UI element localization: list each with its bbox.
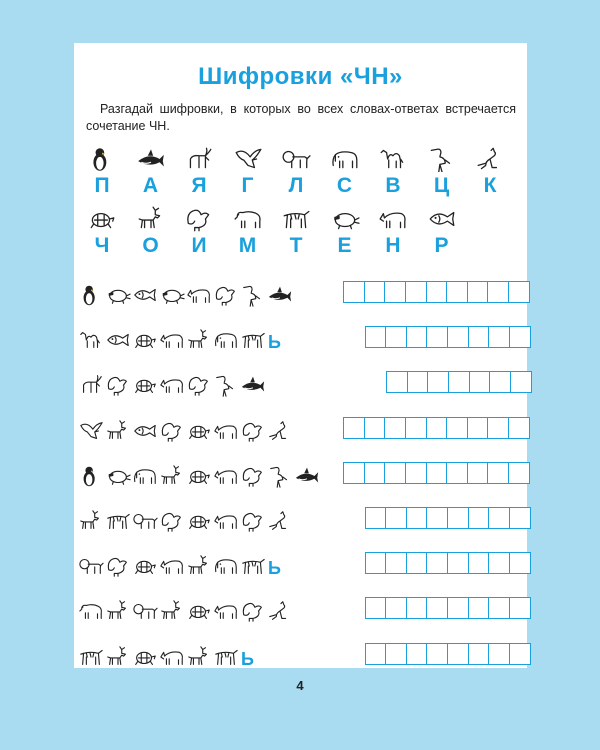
answer-box[interactable] <box>385 326 407 348</box>
key-item <box>475 146 505 198</box>
answer-box[interactable] <box>508 462 530 484</box>
word-suffix: Ь <box>268 332 281 353</box>
key-letter: С <box>336 174 353 197</box>
key-letter: Л <box>288 174 304 197</box>
answer-box[interactable] <box>509 597 531 619</box>
deer-icon <box>78 509 104 533</box>
answer-box[interactable] <box>488 552 510 574</box>
answer-boxes <box>388 371 532 393</box>
fish-icon <box>132 283 158 307</box>
encoded-word <box>78 460 321 488</box>
fish-icon <box>427 206 457 232</box>
key-item <box>378 206 408 258</box>
answer-box[interactable] <box>406 643 428 665</box>
bear-icon <box>78 599 104 623</box>
answer-box[interactable] <box>488 507 510 529</box>
lion-icon <box>78 554 104 578</box>
lion-icon <box>132 599 158 623</box>
answer-box[interactable] <box>467 462 489 484</box>
page-title: Шифровки «ЧН» <box>198 63 403 90</box>
tiger-icon <box>240 554 266 578</box>
key-letter: О <box>142 234 159 257</box>
answer-box[interactable] <box>426 462 448 484</box>
key-letter: Я <box>191 174 207 197</box>
answer-box[interactable] <box>509 643 531 665</box>
heron-icon <box>240 283 266 307</box>
answer-box[interactable] <box>447 643 469 665</box>
rhino-icon <box>378 206 408 232</box>
key-item <box>136 206 166 258</box>
rhino-icon <box>213 419 239 443</box>
key-letter: М <box>238 234 257 257</box>
penguin-icon <box>87 146 117 172</box>
shark-icon <box>136 146 166 172</box>
key-letter: К <box>483 174 497 197</box>
penguin-icon <box>78 283 104 307</box>
encoded-word <box>78 415 294 443</box>
encoded-word <box>78 279 294 307</box>
tiger-icon <box>281 206 311 232</box>
word-suffix: Ь <box>241 648 254 669</box>
rhino-icon <box>213 464 239 488</box>
answer-box[interactable] <box>468 507 490 529</box>
answer-box[interactable] <box>426 552 448 574</box>
key-item <box>233 206 263 258</box>
answer-box[interactable] <box>407 371 429 393</box>
answer-box[interactable] <box>446 417 468 439</box>
answer-box[interactable] <box>489 371 511 393</box>
key-item <box>330 146 360 198</box>
answer-boxes <box>345 462 530 484</box>
turtle-icon <box>132 554 158 578</box>
answer-box[interactable] <box>447 507 469 529</box>
key-letter: А <box>142 174 159 197</box>
turkey-icon <box>240 464 266 488</box>
key-letter: Р <box>434 234 449 257</box>
key-item <box>281 146 311 198</box>
key-letter: В <box>385 174 401 197</box>
key-letter: Ц <box>433 174 450 197</box>
answer-box[interactable] <box>365 643 387 665</box>
answer-box[interactable] <box>384 462 406 484</box>
key-item <box>184 206 214 258</box>
answer-box[interactable] <box>405 281 427 303</box>
goat-icon <box>78 373 104 397</box>
shark-icon <box>240 373 266 397</box>
puzzle-row <box>74 548 527 582</box>
answer-boxes <box>345 281 530 303</box>
eagle-icon <box>78 419 104 443</box>
heron-icon <box>427 146 457 172</box>
key-item <box>136 146 166 198</box>
puzzle-row <box>74 639 527 673</box>
turkey-icon <box>159 509 185 533</box>
elephant-icon <box>132 464 158 488</box>
answer-box[interactable] <box>426 507 448 529</box>
key-row <box>74 206 527 266</box>
answer-box[interactable] <box>426 326 448 348</box>
answer-box[interactable] <box>384 417 406 439</box>
rhino-icon <box>159 554 185 578</box>
kangaroo-icon <box>267 509 293 533</box>
rhino-icon <box>159 373 185 397</box>
key-letter: Т <box>289 234 303 257</box>
answer-box[interactable] <box>447 597 469 619</box>
answer-box[interactable] <box>447 326 469 348</box>
encoded-word <box>78 369 267 397</box>
turkey-icon <box>240 419 266 443</box>
key-item <box>87 146 117 198</box>
key-item <box>427 206 457 258</box>
key-letter: Ч <box>94 234 110 257</box>
key-letter: П <box>94 174 110 197</box>
key-item <box>87 206 117 258</box>
answer-box[interactable] <box>508 281 530 303</box>
answer-box[interactable] <box>364 462 386 484</box>
elephant-icon <box>330 146 360 172</box>
answer-box[interactable] <box>406 552 428 574</box>
penguin-icon <box>78 464 104 488</box>
shark-icon <box>267 283 293 307</box>
key-letter: И <box>191 234 207 257</box>
answer-box[interactable] <box>406 597 428 619</box>
answer-box[interactable] <box>385 507 407 529</box>
raccoon-icon <box>105 464 131 488</box>
answer-boxes <box>366 326 531 348</box>
word-suffix: Ь <box>268 558 281 579</box>
answer-box[interactable] <box>365 597 387 619</box>
tiger-icon <box>213 645 239 669</box>
encoded-word <box>78 324 281 352</box>
answer-box[interactable] <box>468 326 490 348</box>
key-item <box>330 206 360 258</box>
answer-box[interactable] <box>447 552 469 574</box>
answer-box[interactable] <box>343 281 365 303</box>
turtle-icon <box>132 373 158 397</box>
key-row <box>74 146 527 206</box>
turtle-icon <box>186 419 212 443</box>
eagle-icon <box>233 146 263 172</box>
answer-box[interactable] <box>386 371 408 393</box>
worksheet-page <box>74 43 527 668</box>
answer-box[interactable] <box>488 326 510 348</box>
answer-box[interactable] <box>384 281 406 303</box>
shark-icon <box>294 464 320 488</box>
answer-box[interactable] <box>510 371 532 393</box>
turkey-icon <box>213 283 239 307</box>
puzzle-row <box>74 593 527 627</box>
elephant-icon <box>213 554 239 578</box>
turkey-icon <box>105 373 131 397</box>
deer-icon <box>186 645 212 669</box>
rhino-icon <box>186 283 212 307</box>
turkey-icon <box>186 373 212 397</box>
answer-box[interactable] <box>467 417 489 439</box>
answer-box[interactable] <box>468 597 490 619</box>
heron-icon <box>267 464 293 488</box>
turkey-icon <box>184 206 214 232</box>
tiger-icon <box>78 645 104 669</box>
key-item <box>184 146 214 198</box>
answer-box[interactable] <box>343 462 365 484</box>
answer-box[interactable] <box>406 507 428 529</box>
page-number: 4 <box>296 678 304 693</box>
deer-icon <box>105 599 131 623</box>
answer-box[interactable] <box>405 417 427 439</box>
puzzle-row <box>74 277 527 311</box>
turtle-icon <box>132 645 158 669</box>
turkey-icon <box>159 419 185 443</box>
answer-box[interactable] <box>426 417 448 439</box>
fish-icon <box>105 328 131 352</box>
answer-boxes <box>366 643 531 665</box>
answer-boxes <box>366 507 531 529</box>
answer-box[interactable] <box>446 281 468 303</box>
answer-box[interactable] <box>488 597 510 619</box>
answer-box[interactable] <box>385 552 407 574</box>
answer-box[interactable] <box>385 597 407 619</box>
answer-boxes <box>345 417 530 439</box>
answer-box[interactable] <box>405 462 427 484</box>
turtle-icon <box>186 509 212 533</box>
key-letter: Е <box>337 234 352 257</box>
camel-icon <box>378 146 408 172</box>
puzzle-row <box>74 503 527 537</box>
goat-icon <box>184 146 214 172</box>
encoded-word <box>78 641 254 669</box>
raccoon-icon <box>330 206 360 232</box>
rhino-icon <box>213 509 239 533</box>
kangaroo-icon <box>267 419 293 443</box>
answer-box[interactable] <box>364 417 386 439</box>
puzzle-row <box>74 413 527 447</box>
puzzle-row <box>74 458 527 492</box>
answer-box[interactable] <box>509 326 531 348</box>
tiger-icon <box>240 328 266 352</box>
deer-icon <box>105 645 131 669</box>
turkey-icon <box>240 509 266 533</box>
answer-box[interactable] <box>488 643 510 665</box>
deer-icon <box>186 554 212 578</box>
answer-box[interactable] <box>468 552 490 574</box>
lion-icon <box>132 509 158 533</box>
puzzle-row <box>74 367 527 401</box>
rhino-icon <box>159 328 185 352</box>
bear-icon <box>233 206 263 232</box>
answer-box[interactable] <box>446 462 468 484</box>
encoded-word <box>78 595 294 623</box>
turtle-icon <box>186 464 212 488</box>
lion-icon <box>281 146 311 172</box>
answer-box[interactable] <box>508 417 530 439</box>
turtle-icon <box>132 328 158 352</box>
answer-box[interactable] <box>426 597 448 619</box>
rhino-icon <box>159 645 185 669</box>
tiger-icon <box>105 509 131 533</box>
answer-box[interactable] <box>343 417 365 439</box>
answer-box[interactable] <box>365 507 387 529</box>
deer-icon <box>186 328 212 352</box>
turtle-icon <box>87 206 117 232</box>
answer-box[interactable] <box>385 643 407 665</box>
heron-icon <box>213 373 239 397</box>
answer-box[interactable] <box>469 371 491 393</box>
answer-box[interactable] <box>426 643 448 665</box>
answer-box[interactable] <box>364 281 386 303</box>
key-letter: Г <box>241 174 254 197</box>
fish-icon <box>132 419 158 443</box>
encoded-word <box>78 550 281 578</box>
answer-box[interactable] <box>406 326 428 348</box>
encoded-word <box>78 505 294 533</box>
instructions: Разгадай шифровки, в которых во всех словах-ответах встречается сочетание ЧН. <box>86 102 516 133</box>
turkey-icon <box>105 554 131 578</box>
answer-boxes <box>366 552 531 574</box>
answer-box[interactable] <box>365 552 387 574</box>
answer-box[interactable] <box>427 371 449 393</box>
camel-icon <box>78 328 104 352</box>
key-item <box>233 146 263 198</box>
deer-icon <box>159 599 185 623</box>
turkey-icon <box>240 599 266 623</box>
answer-box[interactable] <box>448 371 470 393</box>
answer-box[interactable] <box>467 281 489 303</box>
kangaroo-icon <box>475 146 505 172</box>
deer-icon <box>159 464 185 488</box>
rhino-icon <box>213 599 239 623</box>
elephant-icon <box>213 328 239 352</box>
answer-box[interactable] <box>509 507 531 529</box>
answer-boxes <box>366 597 531 619</box>
answer-box[interactable] <box>487 417 509 439</box>
key-item <box>427 146 457 198</box>
raccoon-icon <box>159 283 185 307</box>
key-letter: Н <box>385 234 401 257</box>
answer-box[interactable] <box>365 326 387 348</box>
deer-icon <box>136 206 166 232</box>
raccoon-icon <box>105 283 131 307</box>
key-item <box>378 146 408 198</box>
answer-box[interactable] <box>426 281 448 303</box>
puzzle-row <box>74 322 527 356</box>
answer-box[interactable] <box>487 462 509 484</box>
answer-box[interactable] <box>509 552 531 574</box>
deer-icon <box>105 419 131 443</box>
answer-box[interactable] <box>487 281 509 303</box>
key-item <box>281 206 311 258</box>
answer-box[interactable] <box>468 643 490 665</box>
kangaroo-icon <box>267 599 293 623</box>
turtle-icon <box>186 599 212 623</box>
